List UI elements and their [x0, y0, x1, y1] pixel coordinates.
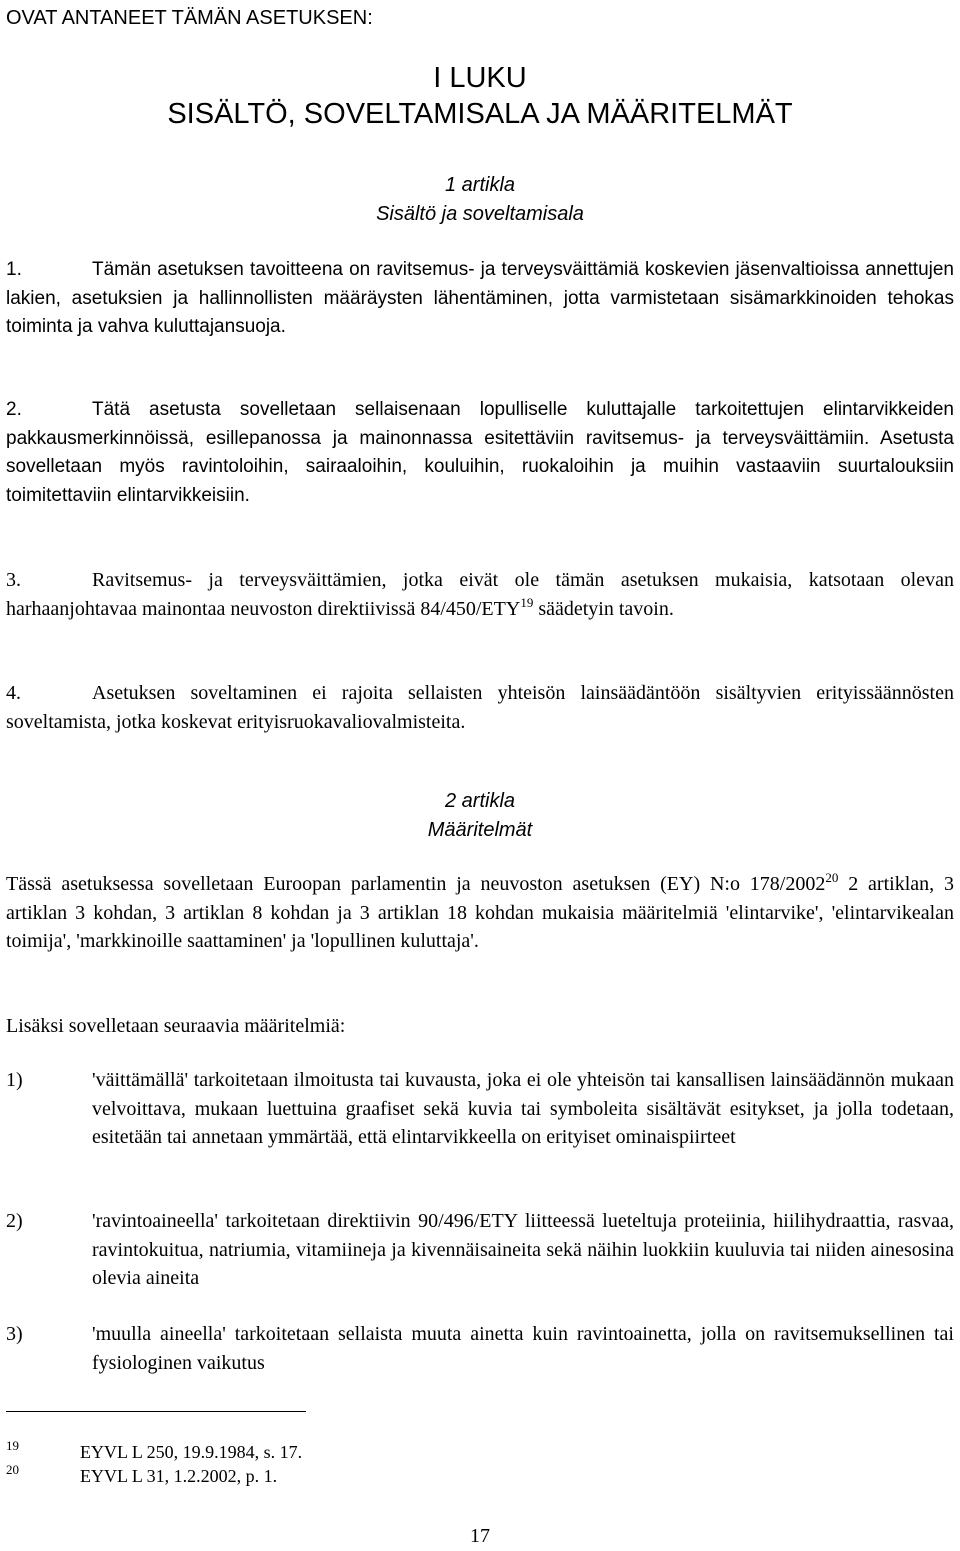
article-1-paragraph-3 [6, 566, 954, 623]
definition-text: 'muulla aineella' tarkoitetaan sellaista muuta ainetta kuin ravintoainetta, jolla on ravitsemuksellinen tai fysiologinen vaikutus [92, 1323, 954, 1374]
paragraph-text: Tämän asetuksen tavoitteena on ravitsemus- ja terveysväittämiä koskevien jäsenvaltioissa annettujen lakien, asetuksien ja hallinnollisten määräysten lähentäminen, jotta varmistetaan sisämarkkinoiden tehokas toiminta ja vahva kuluttajansuoja. [6, 259, 954, 337]
article-1-paragraph-4 [6, 679, 954, 736]
intro-line: OVAT ANTANEET TÄMÄN ASETUKSEN: [6, 7, 373, 29]
paragraph-text: Tätä asetusta sovelletaan sellaisenaan lopulliselle kuluttajalle tarkoitettujen elintarvikkeiden pakkausmerkinnöissä, esillepanossa ja mainonnassa esitettäviin ravitsemus- ja terveysväittämiin. Asetusta sovelletaan myös ravintoloihin, sairaaloihin, kouluihin, ruokaloihin ja muihin vastaaviin suurtalouksiin toimitettaviin elintarvikkeisiin. [6, 399, 954, 506]
footnote-text: EYVL L 250, 19.9.1984, s. 17. [80, 1442, 303, 1462]
definition-number: 3) [6, 1323, 23, 1345]
chapter-number: I LUKU [433, 62, 527, 94]
article-1-paragraph-2 [6, 396, 954, 510]
footnote-ref-20: 20 [825, 870, 839, 885]
footnote-number: 20 [6, 1462, 19, 1477]
chapter-title: SISÄLTÖ, SOVELTAMISALA JA MÄÄRITELMÄT [167, 98, 793, 130]
chapter-heading [6, 60, 954, 132]
article-1-title: Sisältö ja soveltamisala [376, 203, 584, 225]
paragraph-number: 4. [6, 682, 21, 704]
article-2-lead: Lisäksi sovelletaan seuraavia määritelmiä: [6, 1015, 346, 1037]
definition-number: 2) [6, 1210, 23, 1232]
footnote-separator [6, 1411, 306, 1412]
footnote-number: 19 [6, 1438, 19, 1453]
article-2-number: 2 artikla [444, 790, 516, 812]
paragraph-number: 2. [6, 399, 22, 420]
definition-text: 'väittämällä' tarkoitetaan ilmoitusta tai kuvausta, joka ei ole yhteisön tai kansallisen lainsäädännön mukaan velvoittava, mukaan luettuina graafiset sekä kuvia tai symboleita sisältävät esitykset, ja jolla todetaan, esitetään tai annetaan ymmärtää, että elintarvikkeella on erityiset ominaispiirteet [92, 1069, 954, 1148]
definition-1 [6, 1066, 954, 1152]
footnote-text: EYVL L 31, 1.2.2002, p. 1. [80, 1466, 278, 1486]
paragraph-text: Ravitsemus- ja terveysväittämien, jotka eivät ole tämän asetuksen mukaisia, katsotaan olevan harhaanjohtavaa mainontaa neuvoston direktiivissä 84/450/ETY$^{19}$ säädetyin tavoin. [6, 569, 954, 620]
paragraph-number: 3. [6, 569, 21, 591]
paragraph-text: Asetuksen soveltaminen ei rajoita sellaisten yhteisön lainsäädäntöön sisältyvien erityissäännösten soveltamista, jotka koskevat erityisruokavaliovalmisteita. [6, 682, 954, 733]
article-2-intro: Tässä asetuksessa sovelletaan Euroopan parlamentin ja neuvoston asetuksen (EY) N:o 178/2002$^{20}$ 2 artiklan, 3 artiklan 3 kohdan, 3 artiklan 8 kohdan ja 3 artiklan 18 kohdan mukaisia määritelmiä 'elintarvike', 'elintarvikealan toimija', 'markkinoille saattaminen' ja 'lopullinen kuluttaja'. [6, 870, 954, 952]
definition-number: 1) [6, 1069, 23, 1091]
definition-text: 'ravintoaineella' tarkoitetaan direktiivin 90/496/ETY liitteessä lueteltuja proteiinia, hiilihydraattia, rasvaa, ravintokuitua, natriumia, vitamiineja ja kivennäisaineita sekä näihin luokkiin kuuluvia tai niiden ainesosina olevia aineita [92, 1210, 954, 1289]
article-2-heading [6, 787, 954, 845]
article-2-title: Määritelmät [427, 819, 533, 841]
article-1-number: 1 artikla [444, 174, 516, 196]
definition-3 [6, 1320, 954, 1377]
paragraph-number: 1. [6, 259, 22, 280]
article-1-heading [6, 171, 954, 229]
definition-2 [6, 1207, 954, 1293]
article-1-paragraph-1 [6, 256, 954, 342]
footnote-ref-19: 19 [520, 594, 534, 610]
page-number: 17 [470, 1525, 490, 1547]
